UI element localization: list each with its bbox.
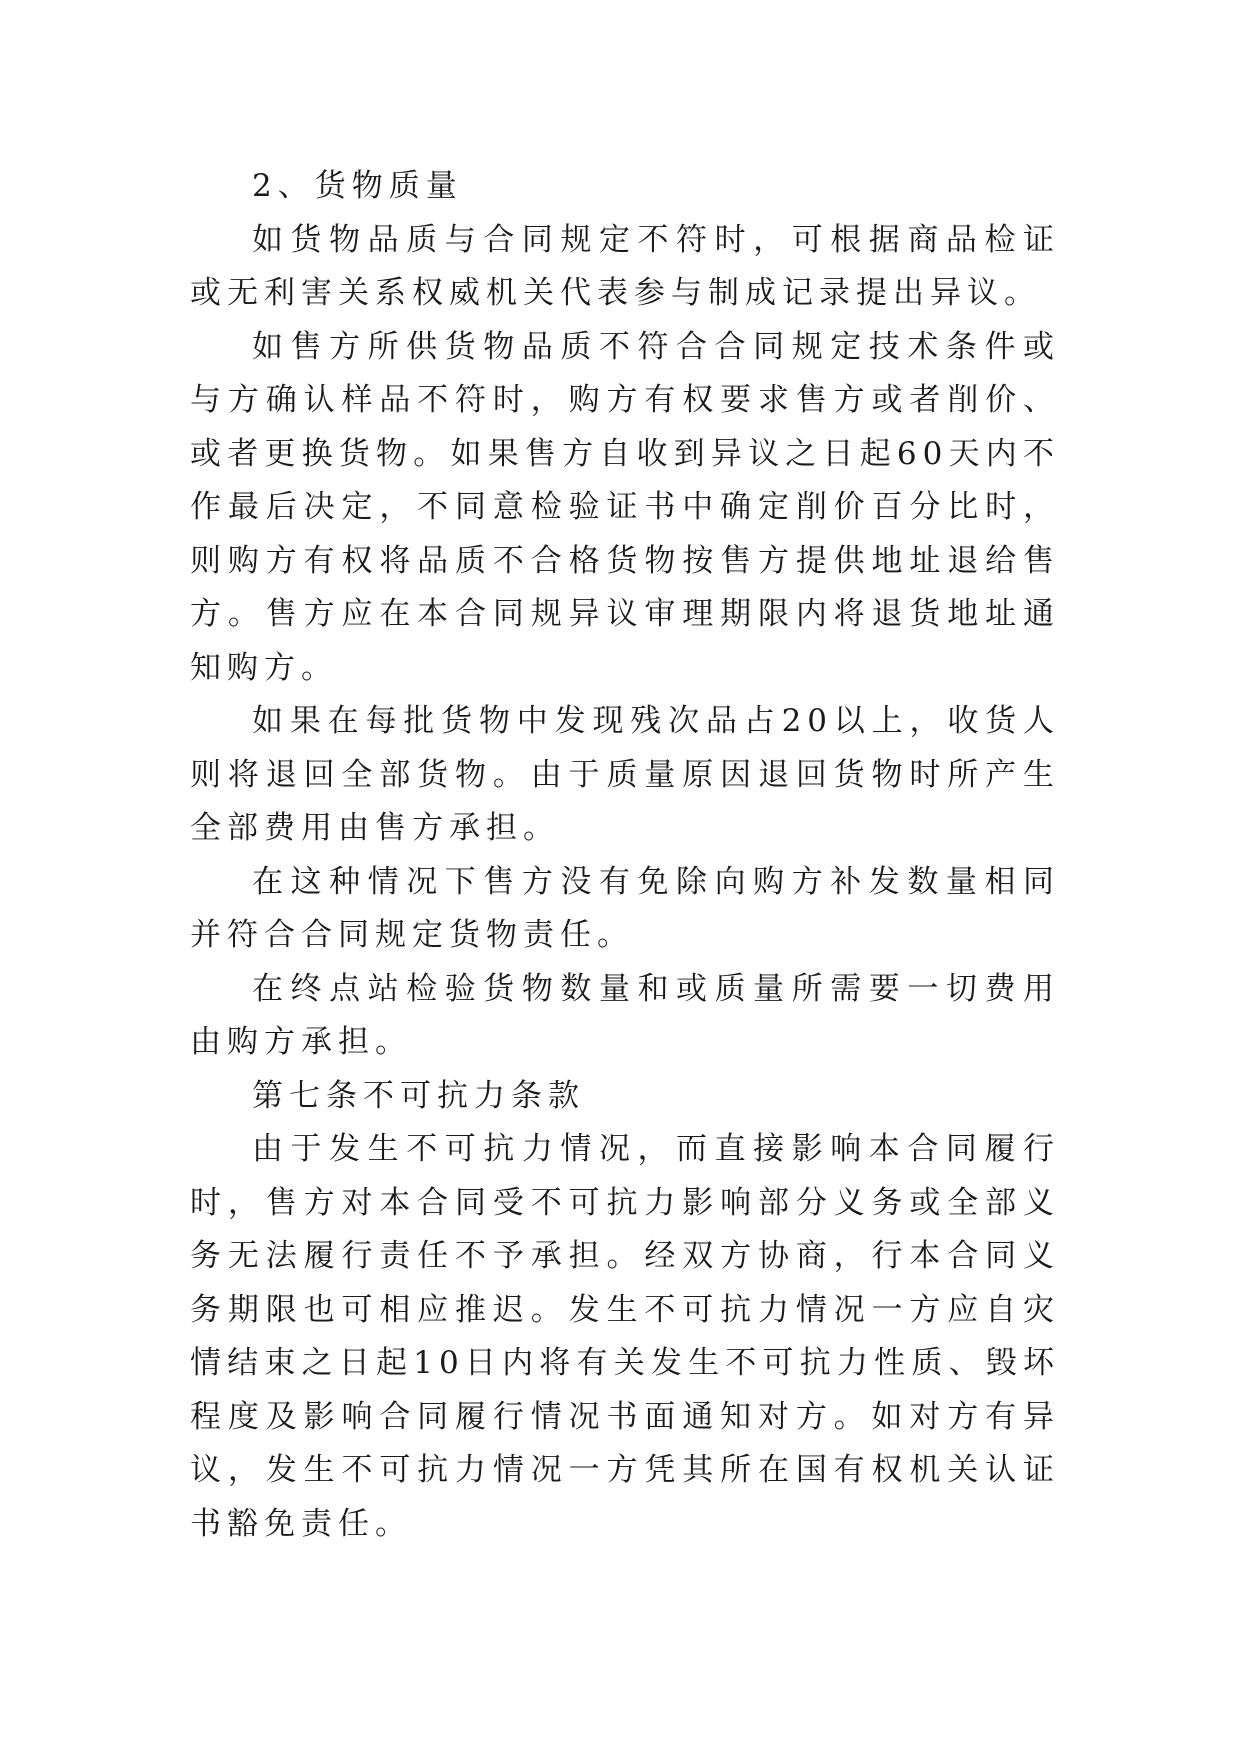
section-heading-article-seven: 第七条不可抗力条款 [252, 1077, 585, 1114]
paragraph: 由于发生不可抗力情况，而直接影响本合同履行时，售方对本合同受不可抗力影响部分义务或全部义务无法履行责任不予承担。经双方协商，行本合同义务期限也可相应推迟。发生不可抗力情况一方应自灾情结束之日起10日内将有关发生不可抗力性质、毁坏程度及影响合同履行情况书面通知对方。如对方有异议，发生不可抗力情况一方凭其所在国有权机关认证书豁免责任。 [190, 1131, 1060, 1542]
paragraph: 如果在每批货物中发现残次品占20以上，收货人则将退回全部货物。由于质量原因退回货物时所产生全部费用由售方承担。 [190, 703, 1060, 846]
paragraph: 如货物品质与合同规定不符时，可根据商品检证或无利害关系权威机关代表参与制成记录提出异议。 [190, 221, 1060, 311]
paragraph: 在这种情况下售方没有免除向购方补发数量相同并符合合同规定货物责任。 [190, 863, 1060, 953]
paragraph: 在终点站检验货物数量和或质量所需要一切费用由购方承担。 [190, 970, 1060, 1060]
paragraph: 如售方所供货物品质不符合合同规定技术条件或与方确认样品不符时，购方有权要求售方或者削价、或者更换货物。如果售方自收到异议之日起60天内不作最后决定，不同意检验证书中确定削价百分比时，则购方有权将品质不合格货物按售方提供地址退给售方。售方应在本合同规异议审理期限内将退货地址通知购方。 [190, 328, 1060, 686]
section-heading-goods-quality: 2、货物质量 [252, 168, 463, 204]
document-body [190, 160, 1060, 1551]
